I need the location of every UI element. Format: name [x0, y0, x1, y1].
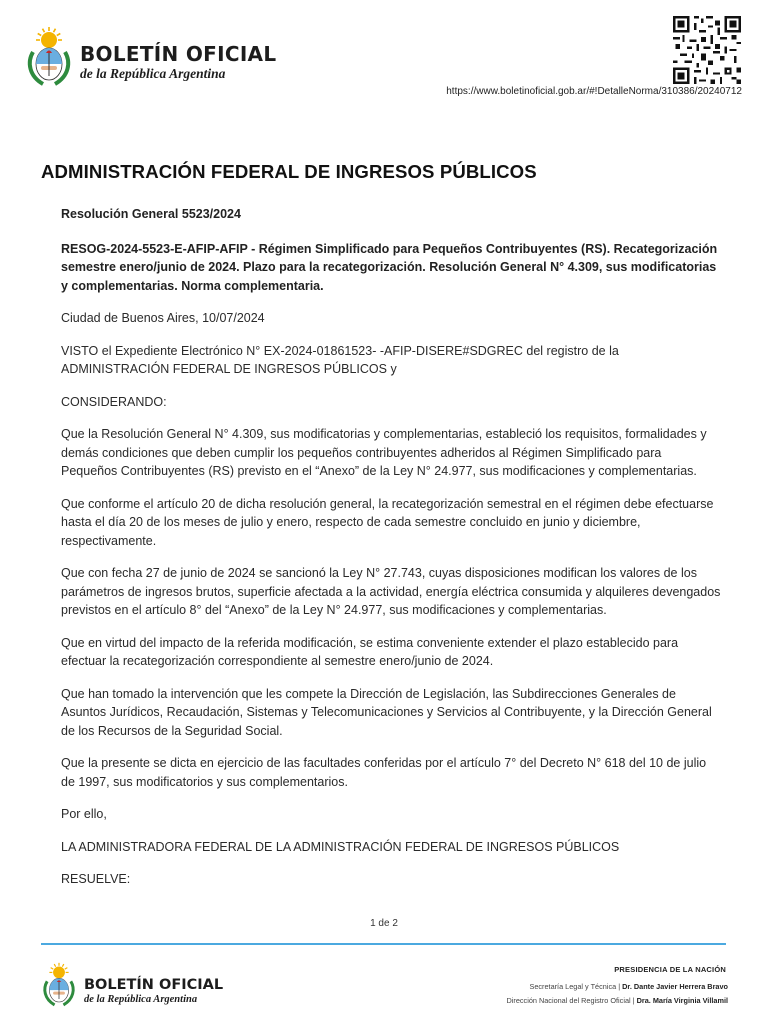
presidencia-label: PRESIDENCIA DE LA NACIÓN: [614, 965, 726, 974]
paragraph: Por ello,: [61, 807, 107, 821]
coat-of-arms-icon: [26, 26, 72, 88]
footer-separator: |: [632, 996, 635, 1005]
page-number: 1 de 2: [370, 918, 398, 929]
paragraph: Que en virtud del impacto de la referida modificación, se estima conveniente extender el plazo establecido para efectuar la recategorización correspondiente al semestre enero/junio de 2024.: [61, 635, 679, 668]
brand-title: BOLETÍN OFICIAL: [80, 42, 277, 66]
paragraph: LA ADMINISTRADORA FEDERAL DE LA ADMINISTRACIÓN FEDERAL DE INGRESOS PÚBLICOS: [61, 839, 620, 854]
brand-subtitle: de la República Argentina: [80, 66, 226, 81]
document-body: [61, 205, 721, 903]
paragraph: RESUELVE:: [61, 872, 131, 886]
footer-credit-row: [529, 982, 728, 991]
coat-of-arms-icon: [42, 961, 76, 1009]
agency-heading: ADMINISTRACIÓN FEDERAL DE INGRESOS PÚBLICOS: [41, 161, 537, 182]
footer-divider: [41, 943, 726, 945]
paragraph: Que han tomado la intervención que les compete la Dirección de Legislación, las Subdirecciones Generales de Asuntos Jurídicos, Recaudación, Sistemas y Telecomunicaciones y Servicios al Contribuyente, y la Dirección General de los Recursos de la Seguridad Social.: [61, 686, 712, 738]
paragraph: Que conforme el artículo 20 de dicha resolución general, la recategorización semestral en el régimen debe efectuarse hasta el día 20 de los meses de julio y enero, respecto de cada semestre concluido en junio y diciembre, respectivamente.: [61, 496, 714, 548]
paragraph: Ciudad de Buenos Aires, 10/07/2024: [61, 311, 265, 325]
paragraph: Que con fecha 27 de junio de 2024 se sancionó la Ley N° 27.743, cuyas disposiciones modifican los valores de los parámetros de ingresos brutos, superficie afectada a la actividad, energía eléctrica consumida y alquileres devengados previstos en el artículo 8° del “Anexo” de la Ley N° 24.977, sus modificaciones y complementarias.: [61, 566, 721, 617]
paragraph: Que la presente se dicta en ejercicio de las facultades conferidas por el artículo 7° del Decreto N° 618 del 10 de julio de 1997, sus modificatorios y sus complementarios.: [61, 756, 707, 789]
footer-credit-row: [507, 996, 728, 1005]
footer-name: Dra. María Virginia Villamil: [636, 996, 728, 1005]
footer-brand-title: BOLETÍN OFICIAL: [84, 977, 224, 993]
paragraph: Que la Resolución General N° 4.309, sus modificatorias y complementarias, estableció los requisitos, formalidades y demás condiciones que deben cumplir los pequeños contribuyentes adheridos al Régimen Simplificado para Pequeños Contribuyentes (RS) previsto en el “Anexo” de la Ley N° 24.977, sus modificaciones y complementarias.: [61, 427, 707, 478]
footer-role: Secretaría Legal y Técnica: [529, 982, 617, 991]
footer-brand-subtitle: de la República Argentina: [84, 994, 198, 1005]
paragraph: VISTO el Expediente Electrónico N° EX-2024-01861523- -AFIP-DISERE#SDGREC del registro de la ADMINISTRACIÓN FEDERAL DE INGRESOS PÚBLICOS y: [61, 343, 619, 376]
footer-role: Dirección Nacional del Registro Oficial: [506, 996, 631, 1005]
qr-code-icon: [673, 16, 741, 84]
resolution-number: Resolución General 5523/2024: [61, 207, 241, 221]
footer-separator: |: [618, 982, 621, 991]
document-url: https://www.boletinoficial.gob.ar/#!DetalleNorma/310386/20240712: [446, 86, 742, 97]
resolution-title: RESOG-2024-5523-E-AFIP-AFIP - Régimen Simplificado para Pequeños Contribuyentes (RS). Recategorización semestre enero/junio de 2024. Plazo para la recategorización. Resolución General N° 4.309, sus modificatorias y complementarias. Norma complementaria.: [61, 241, 718, 293]
footer-name: Dr. Dante Javier Herrera Bravo: [622, 982, 728, 991]
paragraph: CONSIDERANDO:: [61, 394, 167, 409]
